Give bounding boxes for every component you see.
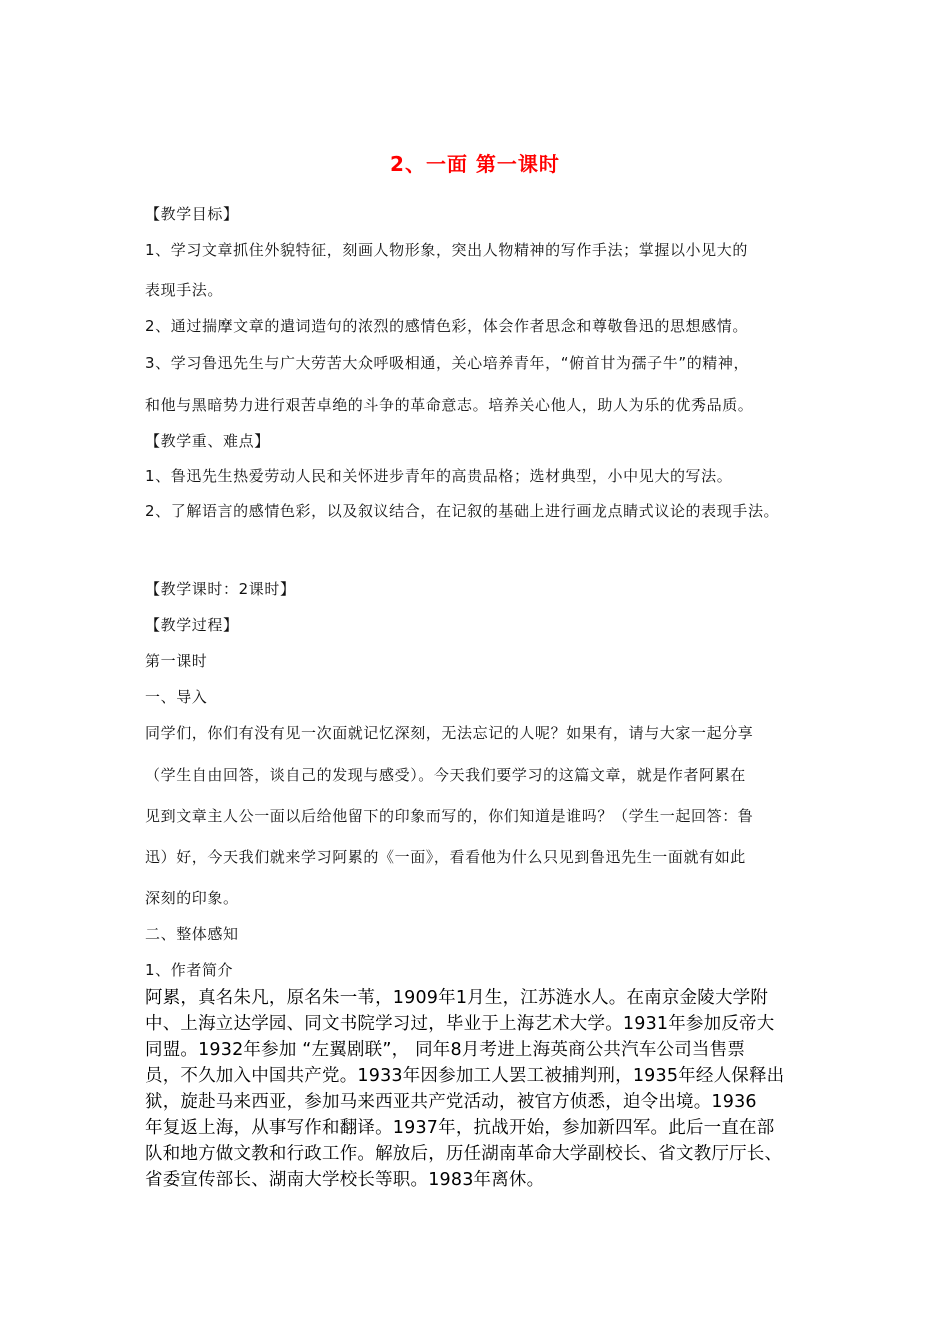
- bio-line: 队和地方做文教和行政工作。解放后，历任湖南革命大学副校长、省文教厅厅长、: [145, 1144, 783, 1164]
- bio-line: 阿累，真名朱凡，原名朱一苇，1909年1月生，江苏涟水人。在南京金陵大学附: [145, 988, 769, 1008]
- heading-teaching-process: 【教学过程】: [145, 616, 239, 634]
- goal-2: 2、通过揣摩文章的遣词造句的浓烈的感情色彩，体会作者思念和尊敬鲁迅的思想感情。: [145, 317, 748, 335]
- goal-1: 1、学习文章抓住外貌特征，刻画人物形象，突出人物精神的写作手法；掌握以小见大的: [145, 241, 748, 259]
- heading-teaching-goals: 【教学目标】: [145, 205, 239, 223]
- first-lesson-label: 第一课时: [145, 652, 208, 670]
- heading-key-difficult-points: 【教学重、难点】: [145, 432, 270, 450]
- goal-3: 3、学习鲁迅先生与广大劳苦大众呼吸相通，关心培养青年，“俯首甘为孺子牛”的精神，: [145, 354, 750, 372]
- intro-paragraph-line-5: 深刻的印象。: [145, 889, 239, 907]
- heading-class-hours: 【教学课时：2课时】: [145, 580, 296, 598]
- bio-line: 年复返上海，从事写作和翻译。1937年，抗战开始，参加新四军。此后一直在部: [145, 1118, 775, 1138]
- intro-paragraph-line-4: 迅）好，今天我们就来学习阿累的《一面》，看看他为什么只见到鲁迅先生一面就有如此: [145, 848, 746, 866]
- goal-1-continued: 表现手法。: [145, 281, 224, 299]
- key-point-1: 1、鲁迅先生热爱劳动人民和关怀进步青年的高贵品格；选材典型，小中见大的写法。: [145, 467, 733, 485]
- intro-paragraph-line-3: 见到文章主人公一面以后给他留下的印象而写的，你们知道是谁吗？（学生一起回答：鲁: [145, 807, 754, 825]
- lesson-title: 2、一面 第一课时: [390, 152, 560, 176]
- author-bio-block: [145, 985, 805, 1193]
- section-introduction: 一、导入: [145, 688, 208, 706]
- bio-line: 中、上海立达学园、同文书院学习过，毕业于上海艺术大学。1931年参加反帝大: [145, 1014, 775, 1034]
- author-intro-heading: 1、作者简介: [145, 961, 234, 979]
- bio-line: 员，不久加入中国共产党。1933年因参加工人罢工被捕判刑，1935年经人保释出: [145, 1066, 785, 1086]
- section-overall-perception: 二、整体感知: [145, 925, 239, 943]
- bio-line: 狱，旋赴马来西亚，参加马来西亚共产党活动，被官方侦悉，迫令出境。1936: [145, 1092, 757, 1112]
- bio-line: 省委宣传部长、湖南大学校长等职。1983年离休。: [145, 1170, 545, 1190]
- key-point-2: 2、了解语言的感情色彩，以及叙议结合，在记叙的基础上进行画龙点睛式议论的表现手法。: [145, 502, 780, 520]
- intro-paragraph-line-2: （学生自由回答，谈自己的发现与感受）。今天我们要学习的这篇文章，就是作者阿累在: [145, 766, 746, 784]
- intro-paragraph-line-1: 同学们，你们有没有见一次面就记忆深刻，无法忘记的人呢？如果有，请与大家一起分享: [145, 724, 754, 742]
- goal-3-continued: 和他与黑暗势力进行艰苦卓绝的斗争的革命意志。培养关心他人，助人为乐的优秀品质。: [145, 396, 754, 414]
- bio-line: 同盟。1932年参加 “左翼剧联”， 同年8月考进上海英商公共汽车公司当售票: [145, 1040, 746, 1060]
